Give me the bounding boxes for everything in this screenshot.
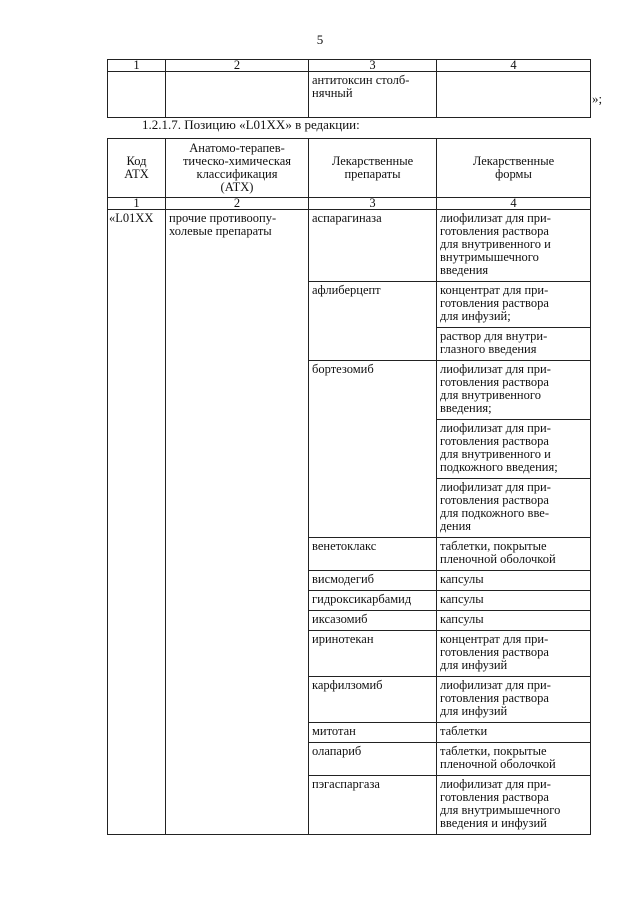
dosage-form: лиофилизат для при- готовления раствора для внутривенного и подкожного введения;: [437, 419, 590, 478]
atx-table: [107, 138, 591, 835]
dosage-form: лиофилизат для при- готовления раствора для инфузий: [440, 678, 551, 718]
dosage-form: капсулы: [440, 572, 484, 586]
continued-table: [107, 59, 591, 118]
dosage-forms: [437, 538, 591, 571]
dosage-forms: [437, 361, 591, 538]
dosage-forms: [437, 743, 591, 776]
dosage-forms: [437, 611, 591, 631]
drug-name: венетоклакс: [309, 538, 437, 571]
dosage-form: лиофилизат для при- готовления раствора для внутривенного и внутримышечного введения: [440, 211, 551, 277]
dosage-form: лиофилизат для при- готовления раствора для внутримышечного введения и инфузий: [440, 777, 561, 830]
drug-name: висмодегиб: [309, 571, 437, 591]
column-number: 1: [108, 198, 166, 210]
column-number-row: [108, 60, 591, 72]
drug-name: аспарагиназа: [309, 210, 437, 282]
atx-code: «L01XX: [108, 210, 166, 835]
dosage-form: таблетки: [440, 724, 488, 738]
table-cell: [166, 72, 309, 118]
drug-name: бортезомиб: [309, 361, 437, 538]
header-row: [108, 139, 591, 198]
drug-name: иксазомиб: [309, 611, 437, 631]
dosage-forms: [437, 210, 591, 282]
table-cell: [437, 72, 591, 118]
column-number-row: [108, 198, 591, 210]
column-number: 2: [166, 60, 309, 72]
dosage-forms: [437, 591, 591, 611]
header-forms: Лекарственные формы: [437, 139, 591, 198]
dosage-forms: [437, 571, 591, 591]
table-cell: [108, 72, 166, 118]
table-row: [108, 72, 591, 118]
dosage-form: таблетки, покрытые пленочной оболочкой: [440, 539, 556, 566]
dosage-form: лиофилизат для при- готовления раствора для подкожного вве- дения: [437, 478, 590, 537]
dosage-forms: [437, 677, 591, 723]
closing-quote: »;: [592, 91, 603, 106]
table-row: [108, 210, 591, 282]
header-code: Код АТХ: [108, 139, 166, 198]
drug-name: иринотекан: [309, 631, 437, 677]
header-classification: Анатомо-терапев- тическо-химическая классификация (АТХ): [166, 139, 309, 198]
dosage-forms: [437, 282, 591, 361]
dosage-form: капсулы: [440, 612, 484, 626]
dosage-form: капсулы: [440, 592, 484, 606]
dosage-forms: [437, 631, 591, 677]
dosage-form: лиофилизат для при- готовления раствора для внутривенного введения;: [440, 362, 551, 415]
table-cell: антитоксин столб- нячный: [309, 72, 437, 118]
column-number: 4: [437, 60, 591, 72]
dosage-forms: [437, 723, 591, 743]
column-number: 3: [309, 60, 437, 72]
dosage-form: концентрат для при- готовления раствора для инфузий: [440, 632, 549, 672]
column-number: 4: [437, 198, 591, 210]
dosage-form: таблетки, покрытые пленочной оболочкой: [440, 744, 556, 771]
dosage-form: раствор для внутри- глазного введения: [437, 327, 590, 360]
column-number: 2: [166, 198, 309, 210]
column-number: 3: [309, 198, 437, 210]
header-drugs: Лекарственные препараты: [309, 139, 437, 198]
drug-rows: [108, 210, 591, 835]
atx-classification: прочие противоопу- холевые препараты: [166, 210, 309, 835]
dosage-forms: [437, 776, 591, 835]
drug-name: пэгаспаргаза: [309, 776, 437, 835]
drug-name: гидроксикарбамид: [309, 591, 437, 611]
paragraph-text: 1.2.1.7. Позицию «L01XX» в редакции:: [142, 117, 360, 132]
drug-name: олапариб: [309, 743, 437, 776]
column-number: 1: [108, 60, 166, 72]
drug-name: митотан: [309, 723, 437, 743]
dosage-form: концентрат для при- готовления раствора для инфузий;: [440, 283, 549, 323]
drug-name: афлиберцепт: [309, 282, 437, 361]
page-number: 5: [316, 32, 324, 47]
drug-name: карфилзомиб: [309, 677, 437, 723]
